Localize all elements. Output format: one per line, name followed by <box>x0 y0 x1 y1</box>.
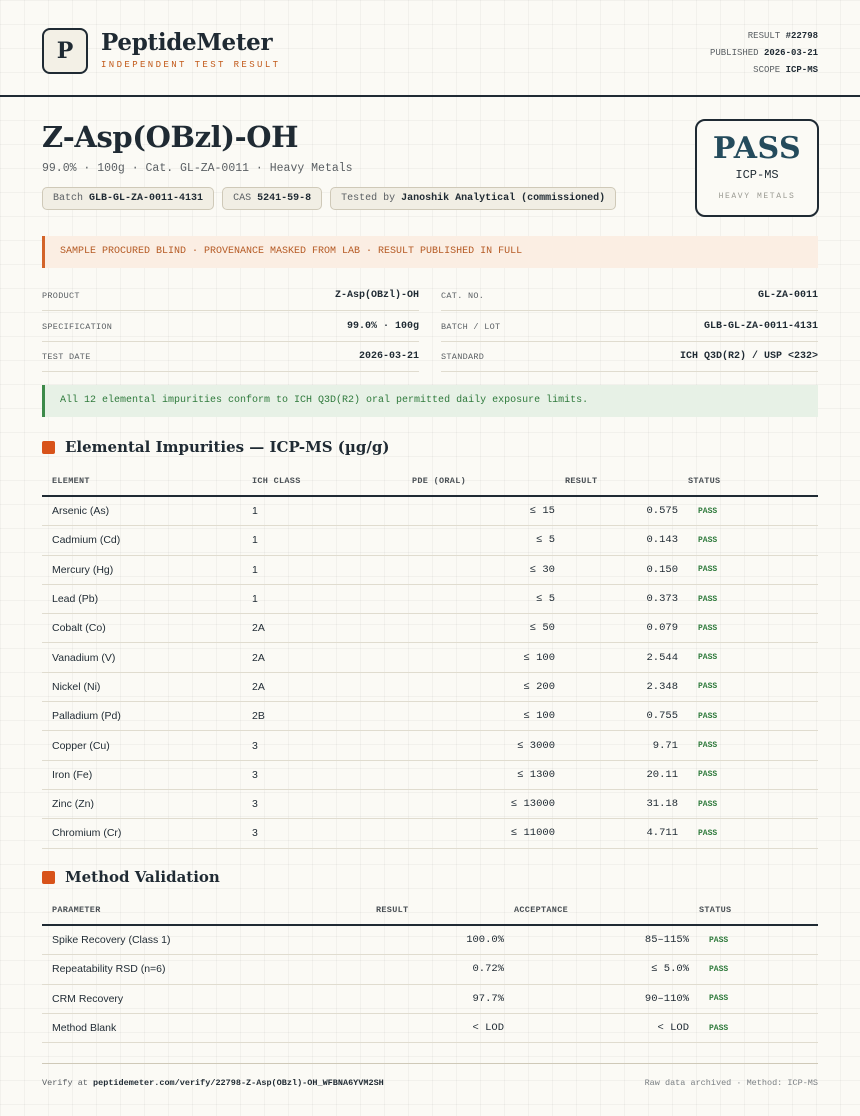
info-label: STANDARD <box>441 352 485 362</box>
ich-class-cell: 3 <box>242 819 402 848</box>
chip-label: Tested by <box>341 193 396 204</box>
col-status: STATUS <box>678 467 818 496</box>
table-row <box>42 925 818 955</box>
element-cell: Nickel (Ni) <box>42 672 242 701</box>
chip-label: CAS <box>233 193 252 204</box>
ich-class-cell: 3 <box>242 731 402 760</box>
result-cell: 0.373 <box>555 584 678 613</box>
info-value: GL-ZA-0011 <box>757 290 818 301</box>
result-cell: 0.079 <box>555 614 678 643</box>
ich-class-cell: 1 <box>242 584 402 613</box>
result-cell: 2.544 <box>555 643 678 672</box>
info-value: Z-Asp(OBzl)-OH <box>334 290 419 301</box>
section-marker-icon <box>42 871 55 884</box>
parameter-cell: CRM Recovery <box>42 984 366 1013</box>
acceptance-cell: 85–115% <box>504 925 689 955</box>
result-cell: 97.7% <box>366 984 504 1013</box>
published-label: PUBLISHED <box>709 48 759 58</box>
info-value: 2026-03-21 <box>358 351 419 362</box>
status-badge: PASS <box>678 672 818 701</box>
result-cell: 100.0% <box>366 925 504 955</box>
status-badge: PASS <box>689 925 818 955</box>
result-meta <box>710 28 818 79</box>
element-cell: Lead (Pb) <box>42 584 242 613</box>
ich-class-cell: 3 <box>242 760 402 789</box>
element-cell: Copper (Cu) <box>42 731 242 760</box>
status-badge: PASS <box>678 643 818 672</box>
footer-archive-note: Raw data archived · Method: ICP-MS <box>644 1078 818 1088</box>
ich-class-cell: 2A <box>242 672 402 701</box>
status-badge: PASS <box>689 1013 818 1042</box>
table-header-row <box>42 896 818 925</box>
pde-cell: ≤ 30 <box>402 555 555 584</box>
table-row <box>42 760 818 789</box>
parameter-cell: Spike Recovery (Class 1) <box>42 925 366 955</box>
pde-cell: ≤ 13000 <box>402 789 555 818</box>
brand-name: PeptideMeter <box>101 29 273 56</box>
result-cell: 20.11 <box>555 760 678 789</box>
table-row <box>42 984 818 1013</box>
result-cell: 0.575 <box>555 496 678 526</box>
parameter-cell: Repeatability RSD (n=6) <box>42 955 366 984</box>
footer-divider <box>42 1063 818 1064</box>
result-cell: 2.348 <box>555 672 678 701</box>
info-label: TEST DATE <box>42 352 91 362</box>
verify-text <box>42 1078 384 1088</box>
col-pde: PDE (ORAL) <box>402 467 555 496</box>
table-row <box>42 819 818 848</box>
product-chips <box>42 187 616 210</box>
validation-table <box>42 896 818 1043</box>
info-catno <box>441 280 818 311</box>
report-header <box>0 0 860 97</box>
table-row <box>42 526 818 555</box>
status-badge: PASS <box>678 584 818 613</box>
ich-class-cell: 3 <box>242 789 402 818</box>
ich-class-cell: 2B <box>242 702 402 731</box>
pde-cell: ≤ 100 <box>402 702 555 731</box>
scope-label: SCOPE <box>753 65 781 75</box>
ich-class-cell: 1 <box>242 526 402 555</box>
table-row <box>42 955 818 984</box>
status-badge: PASS <box>678 731 818 760</box>
info-standard <box>441 341 818 372</box>
batch-chip <box>42 187 214 210</box>
impurities-heading <box>42 438 389 456</box>
result-cell: 4.711 <box>555 819 678 848</box>
col-parameter: PARAMETER <box>42 896 366 925</box>
result-cell: 0.143 <box>555 526 678 555</box>
result-cell: 31.18 <box>555 789 678 818</box>
table-row <box>42 584 818 613</box>
pde-cell: ≤ 3000 <box>402 731 555 760</box>
pass-card <box>695 119 819 217</box>
status-badge: PASS <box>678 526 818 555</box>
element-cell: Iron (Fe) <box>42 760 242 789</box>
col-status: STATUS <box>689 896 818 925</box>
info-label: SPECIFICATION <box>42 322 113 332</box>
result-label: RESULT <box>747 31 781 41</box>
ich-class-cell: 1 <box>242 555 402 584</box>
status-badge: PASS <box>678 614 818 643</box>
result-cell: < LOD <box>366 1013 504 1042</box>
info-value: ICH Q3D(R2) / USP <232> <box>679 351 818 362</box>
table-row <box>42 1013 818 1042</box>
pde-cell: ≤ 50 <box>402 614 555 643</box>
scope-value: ICP-MS <box>785 65 818 75</box>
table-row <box>42 672 818 701</box>
pde-cell: ≤ 11000 <box>402 819 555 848</box>
status-badge: PASS <box>678 702 818 731</box>
table-row <box>42 643 818 672</box>
table-row <box>42 496 818 526</box>
table-row <box>42 702 818 731</box>
status-badge: PASS <box>678 789 818 818</box>
ich-class-cell: 2A <box>242 643 402 672</box>
col-result: RESULT <box>555 467 678 496</box>
result-cell: 0.72% <box>366 955 504 984</box>
info-spec <box>42 311 419 342</box>
pde-cell: ≤ 100 <box>402 643 555 672</box>
info-batch <box>441 311 818 342</box>
col-ich-class: ICH CLASS <box>242 467 402 496</box>
chip-value: GLB-GL-ZA-0011-4131 <box>89 193 204 204</box>
element-cell: Vanadium (V) <box>42 643 242 672</box>
element-cell: Cadmium (Cd) <box>42 526 242 555</box>
element-cell: Palladium (Pd) <box>42 702 242 731</box>
info-label: PRODUCT <box>42 291 80 301</box>
acceptance-cell: < LOD <box>504 1013 689 1042</box>
result-number: #22798 <box>785 31 818 41</box>
parameter-cell: Method Blank <box>42 1013 366 1042</box>
status-badge: PASS <box>678 819 818 848</box>
element-cell: Cobalt (Co) <box>42 614 242 643</box>
logo-icon: P <box>42 28 88 74</box>
col-element: ELEMENT <box>42 467 242 496</box>
product-subtitle: 99.0% · 100g · Cat. GL-ZA-0011 · Heavy Metals <box>42 162 353 175</box>
pde-cell: ≤ 5 <box>402 584 555 613</box>
col-acceptance: ACCEPTANCE <box>504 896 689 925</box>
info-product <box>42 280 419 311</box>
procurement-notice: SAMPLE PROCURED BLIND · PROVENANCE MASKED FROM LAB · RESULT PUBLISHED IN FULL <box>42 236 818 268</box>
info-value: 99.0% · 100g <box>346 321 419 332</box>
status-badge: PASS <box>689 955 818 984</box>
result-cell: 0.150 <box>555 555 678 584</box>
pde-cell: ≤ 1300 <box>402 760 555 789</box>
verdict-scope: HEAVY METALS <box>718 192 796 201</box>
pde-cell: ≤ 5 <box>402 526 555 555</box>
status-badge: PASS <box>678 496 818 526</box>
element-cell: Arsenic (As) <box>42 496 242 526</box>
brand-subtitle: INDEPENDENT TEST RESULT <box>101 60 281 70</box>
impurities-table <box>42 467 818 849</box>
pde-cell: ≤ 200 <box>402 672 555 701</box>
info-label: CAT. NO. <box>441 291 485 301</box>
info-value: GLB-GL-ZA-0011-4131 <box>703 321 818 332</box>
table-row <box>42 614 818 643</box>
col-result: RESULT <box>366 896 504 925</box>
result-cell: 9.71 <box>555 731 678 760</box>
acceptance-cell: ≤ 5.0% <box>504 955 689 984</box>
verify-link[interactable]: peptidemeter.com/verify/22798-Z-Asp(OBzl)-OH_WFBNA6YVM2SH <box>93 1078 384 1088</box>
verdict-method: ICP-MS <box>735 168 779 182</box>
ich-class-cell: 2A <box>242 614 402 643</box>
product-title: Z-Asp(OBzl)-OH <box>42 120 299 154</box>
conformance-banner: All 12 elemental impurities conform to ICH Q3D(R2) oral permitted daily exposure limits. <box>42 385 818 417</box>
chip-value: 5241-59-8 <box>257 193 312 204</box>
validation-heading <box>42 868 220 886</box>
status-badge: PASS <box>678 555 818 584</box>
info-label: BATCH / LOT <box>441 322 501 332</box>
status-badge: PASS <box>689 984 818 1013</box>
verdict: PASS <box>712 131 802 166</box>
tested-by-chip <box>330 187 616 210</box>
ich-class-cell: 1 <box>242 496 402 526</box>
element-cell: Chromium (Cr) <box>42 819 242 848</box>
status-badge: PASS <box>678 760 818 789</box>
pde-cell: ≤ 15 <box>402 496 555 526</box>
table-row <box>42 789 818 818</box>
element-cell: Zinc (Zn) <box>42 789 242 818</box>
table-row <box>42 555 818 584</box>
verify-label: Verify at <box>42 1078 88 1088</box>
acceptance-cell: 90–110% <box>504 984 689 1013</box>
chip-label: Batch <box>53 193 84 204</box>
info-date <box>42 341 419 372</box>
section-title: Method Validation <box>65 868 220 886</box>
cas-chip <box>222 187 322 210</box>
published-date: 2026-03-21 <box>763 48 818 58</box>
chip-value: Janoshik Analytical (commissioned) <box>401 193 606 204</box>
result-cell: 0.755 <box>555 702 678 731</box>
table-row <box>42 731 818 760</box>
element-cell: Mercury (Hg) <box>42 555 242 584</box>
section-marker-icon <box>42 441 55 454</box>
section-title: Elemental Impurities — ICP-MS (µg/g) <box>65 438 390 456</box>
table-header-row <box>42 467 818 496</box>
